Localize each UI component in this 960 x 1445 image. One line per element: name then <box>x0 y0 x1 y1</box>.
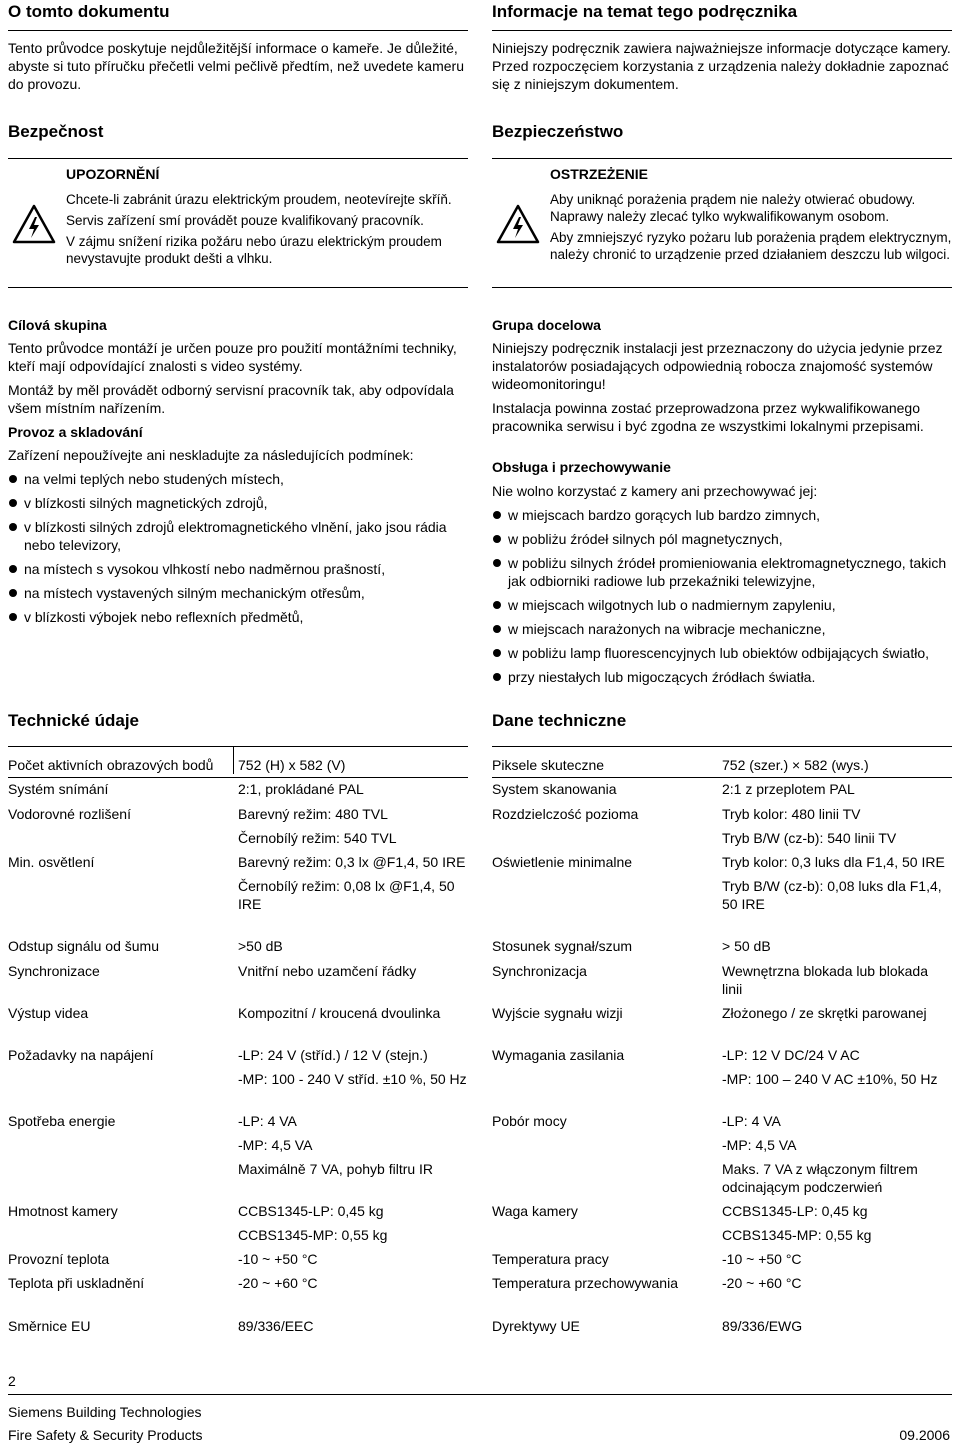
spec-value-line: -10 ~ +50 °C <box>238 1251 318 1267</box>
warning-box <box>8 166 468 286</box>
about-text: Niniejszy podręcznik zawiera najważniejsze informacje dotyczące kamery. Przed rozpoczęciem korzystania z urządzenia należy dokładnie zapoznać się z niniejszym dokumentem. <box>492 40 951 92</box>
divider <box>8 30 468 31</box>
spec-value-line: -20 ~ +60 °C <box>722 1275 802 1291</box>
spec-value-line: 752 (szer.) × 582 (wys.) <box>722 757 869 773</box>
spec-value-line: Maks. 7 VA z włączonym filtrem odcinającym podczerwień <box>722 1161 918 1195</box>
storage-list <box>8 470 468 632</box>
company-name: Siemens Building Technologies <box>8 1404 202 1420</box>
divider <box>8 287 468 288</box>
spec-label: Wymagania zasilania <box>492 1047 625 1063</box>
spec-value-line: Tryb B/W (cz-b): 0,08 luks dla F1,4, 50 IRE <box>722 878 942 912</box>
column-czech <box>8 0 468 1445</box>
warning-title: UPOZORNĚNÍ <box>66 166 160 182</box>
spec-value <box>238 937 468 961</box>
spec-value <box>722 780 952 804</box>
spec-value <box>238 805 468 853</box>
footer-divider <box>8 1394 952 1395</box>
electric-hazard-icon <box>496 204 540 244</box>
spec-value <box>238 1274 468 1298</box>
about-title: Informacje na temat tego podręcznika <box>492 2 798 21</box>
list-item: w miejscach wilgotnych lub o nadmiernym zapyleniu, <box>492 596 952 614</box>
spec-label: Směrnice EU <box>8 1318 91 1334</box>
spec-value-line: CCBS1345-MP: 0,55 kg <box>238 1227 388 1243</box>
spec-value <box>722 1317 952 1341</box>
warning-title: OSTRZEŻENIE <box>550 166 649 182</box>
spec-value <box>238 1004 468 1028</box>
spec-label: Provozní teplota <box>8 1251 110 1267</box>
spec-value-line: Barevný režim: 480 TVL <box>238 806 388 822</box>
target-title: Grupa docelowa <box>492 317 601 333</box>
spec-value-line: 2:1 z przeplotem PAL <box>722 781 855 797</box>
table-row-divider <box>492 777 952 778</box>
warning-line: V zájmu snížení rizika požáru nebo úrazu elektrickým proudem nevystavujte produkt dešti a vlhku. <box>66 234 442 266</box>
target-text: Tento průvodce montáží je určen pouze pro použití montážními techniky, kteří mají odpovídající znalosti s video systémy. <box>8 340 457 374</box>
tech-title: Technické údaje <box>8 711 140 730</box>
spec-value <box>722 1004 952 1028</box>
spec-label: Vodorovné rozlišení <box>8 806 131 822</box>
spec-label: Rozdzielczość pozioma <box>492 806 639 822</box>
list-item: w pobliżu silnych źródeł promieniowania elektromagnetycznego, takich jak odbiorniki radiowe lub przekaźniki telewizyjne, <box>492 554 952 590</box>
spec-label: Stosunek sygnał/szum <box>492 938 633 954</box>
spec-value-line: CCBS1345-LP: 0,45 kg <box>238 1203 384 1219</box>
spec-label: Temperatura pracy <box>492 1251 609 1267</box>
warning-line: Chcete-li zabránit úrazu elektrickým proudem, neotevírejte skříň. <box>66 192 452 207</box>
spec-label: Synchronizace <box>8 963 100 979</box>
spec-value-line: Černobílý režim: 540 TVL <box>238 830 397 846</box>
spec-value <box>238 780 468 804</box>
spec-value-line: Kompozitní / kroucená dvoulinka <box>238 1005 441 1021</box>
divider <box>492 287 952 288</box>
column-polish <box>492 0 952 1445</box>
spec-label: Hmotnost kamery <box>8 1203 118 1219</box>
spec-value-line: 89/336/EEC <box>238 1318 314 1334</box>
spec-value <box>238 1317 468 1341</box>
list-item: v blízkosti silných magnetických zdrojů, <box>8 494 468 512</box>
list-item: w miejscach bardzo gorących lub bardzo zimnych, <box>492 506 952 524</box>
storage-list <box>492 506 952 692</box>
spec-value-line: Złożonego / ze skrętki parowanej <box>722 1005 927 1021</box>
list-item: w pobliżu lamp fluorescencyjnych lub obiektów odbijających światło, <box>492 644 952 662</box>
about-text: Tento průvodce poskytuje nejdůležitější informace o kameře. Je důležité, abyste si tuto příručku přečetli velmi pečlivě předtím, než uvedete kameru do provozu. <box>8 40 464 92</box>
target-title: Cílová skupina <box>8 317 107 333</box>
spec-value <box>722 962 952 1004</box>
spec-value <box>238 1112 468 1184</box>
spec-value <box>238 1250 468 1274</box>
spec-value-line: 89/336/EWG <box>722 1318 803 1334</box>
spec-label: Waga kamery <box>492 1203 578 1219</box>
storage-title: Provoz a skladování <box>8 424 143 440</box>
print-date: 09.2006 <box>899 1427 950 1443</box>
spec-value-line: Tryb B/W (cz-b): 540 linii TV <box>722 830 897 846</box>
spec-value-line: -LP: 4 VA <box>238 1113 297 1129</box>
list-item: na velmi teplých nebo studených místech, <box>8 470 468 488</box>
spec-label: Teplota při uskladnění <box>8 1275 145 1291</box>
list-item: na místech vystavených silným mechanickým otřesům, <box>8 584 468 602</box>
warning-line: Servis zařízení smí provádět pouze kvalifikovaný pracovník. <box>66 213 424 228</box>
spec-value-line: -MP: 100 – 240 V AC ±10%, 50 Hz <box>722 1071 938 1087</box>
electric-hazard-icon <box>12 204 56 244</box>
tech-title: Dane techniczne <box>492 711 627 730</box>
target-text: Niniejszy podręcznik instalacji jest przeznaczony do użycia jedynie przez instalatorów posiadających odpowiednią robocza znajomość systemów wideomonitoringu! <box>492 340 943 392</box>
spec-value <box>722 937 952 961</box>
spec-value-line: -LP: 24 V (stříd.) / 12 V (stejn.) <box>238 1047 428 1063</box>
spec-label: Piksele skuteczne <box>492 757 605 773</box>
spec-value <box>722 1046 952 1094</box>
warning-line: Aby zmniejszyć ryzyko pożaru lub porażenia prądem elektrycznym, należy chronić to urządzenie przed działaniem deszczu lub wilgoci. <box>550 230 952 262</box>
warning-box <box>492 166 952 286</box>
spec-label: Počet aktivních obrazových bodů <box>8 757 214 773</box>
spec-value-line: -10 ~ +50 °C <box>722 1251 802 1267</box>
spec-label: Min. osvětlení <box>8 854 95 870</box>
spec-value-line: Vnitřní nebo uzamčení řádky <box>238 963 417 979</box>
table-divider <box>233 746 234 774</box>
spec-value-line: 752 (H) x 582 (V) <box>238 757 346 773</box>
spec-value <box>722 805 952 853</box>
divider <box>492 30 952 31</box>
spec-value <box>722 1112 952 1202</box>
spec-value-line: -LP: 12 V DC/24 V AC <box>722 1047 860 1063</box>
spec-value-line: Barevný režim: 0,3 lx @F1,4, 50 IRE <box>238 854 466 870</box>
spec-value-line: Tryb kolor: 480 linii TV <box>722 806 861 822</box>
page-number: 2 <box>8 1373 16 1389</box>
spec-value <box>238 853 468 919</box>
spec-value-line: Maximálně 7 VA, pohyb filtru IR <box>238 1161 434 1177</box>
spec-value <box>722 1274 952 1298</box>
spec-value-line: -MP: 100 - 240 V stříd. ±10 %, 50 Hz <box>238 1071 467 1087</box>
spec-label: System skanowania <box>492 781 617 797</box>
spec-value <box>722 1202 952 1250</box>
table-row-divider <box>8 777 468 778</box>
list-item: w pobliżu źródeł silnych pól magnetycznych, <box>492 530 952 548</box>
spec-value-line: Černobílý režim: 0,08 lx @F1,4, 50 IRE <box>238 878 455 912</box>
safety-title: Bezpečnost <box>8 122 104 141</box>
spec-label: Spotřeba energie <box>8 1113 116 1129</box>
divider <box>8 158 468 159</box>
storage-title: Obsługa i przechowywanie <box>492 459 671 475</box>
spec-label: Oświetlenie minimalne <box>492 854 633 870</box>
divider <box>8 746 468 747</box>
spec-value-line: CCBS1345-LP: 0,45 kg <box>722 1203 868 1219</box>
spec-label: Výstup videa <box>8 1005 89 1021</box>
list-item: na místech s vysokou vlhkostí nebo nadměrnou prašností, <box>8 560 468 578</box>
divider <box>492 158 952 159</box>
spec-label: Wyjście sygnału wizji <box>492 1005 623 1021</box>
list-item: v blízkosti silných zdrojů elektromagnetického vlnění, jako jsou rádia nebo televizory, <box>8 518 468 554</box>
spec-value <box>722 1250 952 1274</box>
spec-label: Systém snímání <box>8 781 109 797</box>
spec-label: Požadavky na napájení <box>8 1047 154 1063</box>
safety-title: Bezpieczeństwo <box>492 122 624 141</box>
list-item: w miejscach narażonych na wibracje mechaniczne, <box>492 620 952 638</box>
target-text: Montáž by měl provádět odborný servisní pracovník tak, aby odpovídala všem místním nařízením. <box>8 382 454 416</box>
spec-value-line: > 50 dB <box>722 938 771 954</box>
spec-value <box>722 853 952 919</box>
list-item: v blízkosti výbojek nebo reflexních předmětů, <box>8 608 468 626</box>
spec-label: Odstup signálu od šumu <box>8 938 159 954</box>
spec-value <box>238 1202 468 1250</box>
warning-line: Aby uniknąć porażenia prądem nie należy otwierać obudowy. Naprawy należy zlecać tylko wykwalifikowanym osobom. <box>550 192 916 224</box>
spec-value-line: -MP: 4,5 VA <box>238 1137 313 1153</box>
storage-intro: Zařízení nepoužívejte ani neskladujte za následujících podmínek: <box>8 447 414 463</box>
divider <box>492 746 952 747</box>
spec-value <box>238 962 468 986</box>
target-text: Instalacja powinna zostać przeprowadzona przez wykwalifikowanego pracownika serwisu i być zgodna ze wszystkimi lokalnymi przepisami. <box>492 400 924 434</box>
spec-value-line: CCBS1345-MP: 0,55 kg <box>722 1227 872 1243</box>
spec-value-line: 2:1, prokládané PAL <box>238 781 364 797</box>
spec-value-line: >50 dB <box>238 938 283 954</box>
list-item: przy niestałych lub migoczących źródłach światła. <box>492 668 952 686</box>
spec-value-line: Tryb kolor: 0,3 luks dla F1,4, 50 IRE <box>722 854 945 870</box>
about-title: O tomto dokumentu <box>8 2 170 21</box>
division-name: Fire Safety & Security Products <box>8 1427 203 1443</box>
spec-label: Pobór mocy <box>492 1113 567 1129</box>
storage-intro: Nie wolno korzystać z kamery ani przechowywać jej: <box>492 483 818 499</box>
spec-value-line: -20 ~ +60 °C <box>238 1275 318 1291</box>
spec-label: Temperatura przechowywania <box>492 1275 678 1291</box>
spec-label: Dyrektywy UE <box>492 1318 580 1334</box>
spec-value-line: Wewnętrzna blokada lub blokada linii <box>722 963 928 997</box>
spec-label: Synchronizacja <box>492 963 587 979</box>
spec-value-line: -MP: 4,5 VA <box>722 1137 797 1153</box>
spec-value-line: -LP: 4 VA <box>722 1113 781 1129</box>
spec-value <box>238 1046 468 1094</box>
